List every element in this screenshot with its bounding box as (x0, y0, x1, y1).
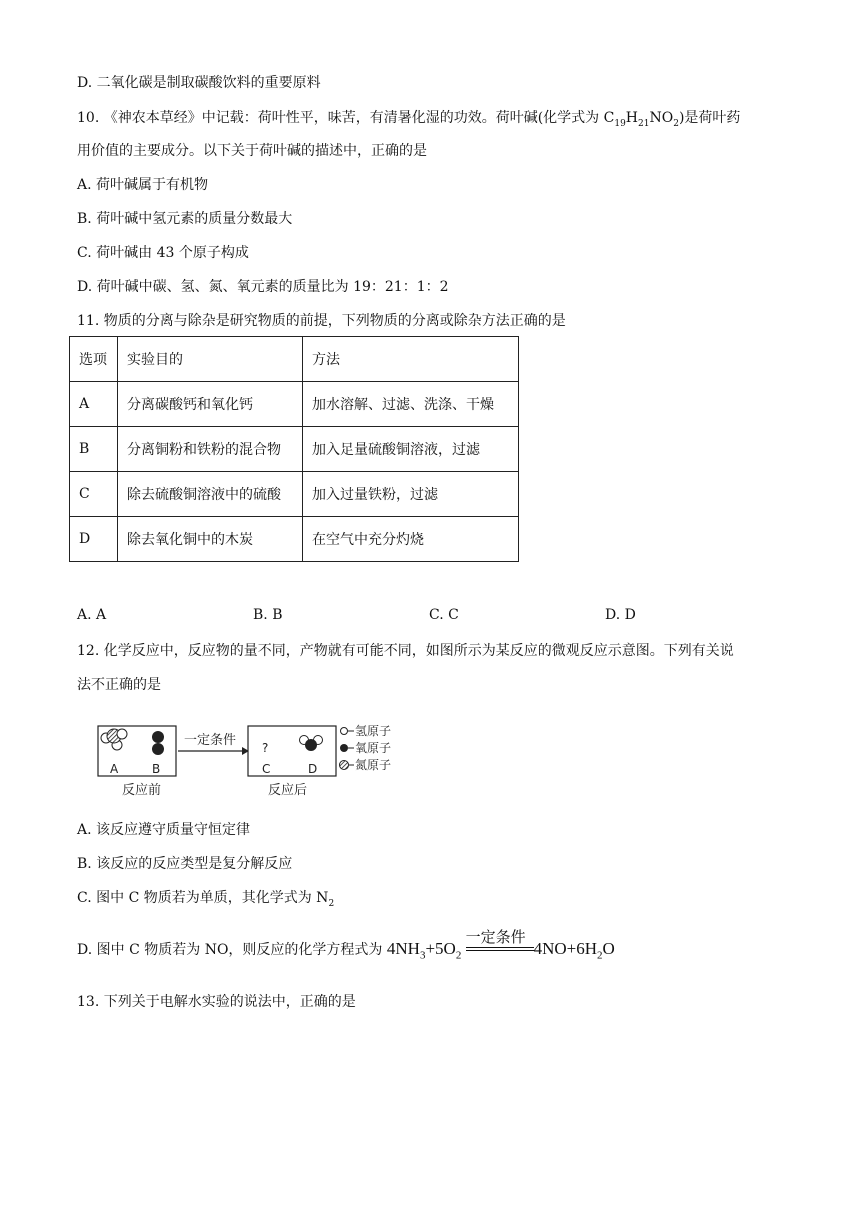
q10-text-3: NO (649, 110, 674, 126)
legend-nitrogen: 氮原子 (355, 758, 392, 772)
table-cell: D (70, 517, 118, 562)
unknown-mark: ? (262, 741, 269, 755)
q10-text-2: H (625, 110, 639, 126)
table-cell: 加入过量铁粉，过滤 (303, 472, 519, 517)
eq-reactant-1: 4NH (386, 939, 420, 958)
q12-option-b: B. 该反应的反应类型是复分解反应 (77, 856, 293, 872)
eq-sub-3: 2 (596, 949, 603, 962)
q10-option-b: B. 荷叶碱中氢元素的质量分数最大 (77, 211, 293, 227)
q12-option-a: A. 该反应遵守质量守恒定律 (77, 822, 251, 838)
q10-sub-3: 2 (673, 118, 679, 129)
eq-sub-2: 2 (455, 949, 462, 962)
eq-reactant-2: +5O (425, 939, 456, 958)
label-c: C (262, 762, 271, 776)
q10-sub-2: 21 (638, 118, 650, 129)
q10-option-d: D. 荷叶碱中碳、氢、氮、氧元素的质量比为 19：21：1：2 (77, 279, 449, 295)
eq-condition-sign (465, 928, 534, 960)
label-a: A (110, 762, 119, 776)
label-b: B (152, 762, 161, 776)
table-cell: 加入足量硫酸铜溶液，过滤 (303, 427, 519, 472)
q12-stem-line2: 法不正确的是 (77, 677, 161, 693)
q11-stem: 11. 物质的分离与除杂是研究物质的前提，下列物质的分离或除杂方法正确的是 (77, 313, 566, 329)
q10-stem (77, 108, 740, 128)
q10-stem-line2: 用价值的主要成分。以下关于荷叶碱的描述中，正确的是 (77, 143, 427, 159)
table-cell: 分离碳酸钙和氧化钙 (118, 382, 303, 427)
table-cell: 除去硫酸铜溶液中的硫酸 (118, 472, 303, 517)
table-cell: 除去氧化铜中的木炭 (118, 517, 303, 562)
q9-option-d: D. 二氧化碳是制取碳酸饮料的重要原料 (77, 75, 321, 91)
reaction-diagram (92, 712, 392, 798)
q10-text-4: )是荷叶药 (678, 110, 741, 126)
table-header-cell: 实验目的 (118, 337, 303, 382)
table-row (70, 427, 519, 472)
q12-option-c-sub: 2 (328, 898, 335, 909)
table-row (70, 472, 519, 517)
table-cell: 加水溶解、过滤、洗涤、干燥 (303, 382, 519, 427)
eq-product-2: O (602, 939, 615, 958)
hydrogen-atom-icon (341, 728, 348, 735)
q12-option-c-text: C. 图中 C 物质若为单质，其化学式为 N (77, 890, 329, 906)
q10-option-c: C. 荷叶碱由 43 个原子构成 (77, 245, 249, 261)
label-d: D (308, 762, 318, 776)
table-header-row (70, 337, 519, 382)
legend-hydrogen: 氢原子 (355, 724, 392, 738)
legend (340, 724, 392, 772)
table-row (70, 382, 519, 427)
caption-before: 反应前 (122, 783, 162, 798)
table-cell: A (70, 382, 118, 427)
chemical-equation (386, 928, 615, 962)
arrow-condition: 一定条件 (184, 733, 237, 748)
q11-answer-c: C. C (429, 607, 459, 623)
table-cell: B (70, 427, 118, 472)
caption-after: 反应后 (268, 783, 308, 798)
q10-option-a: A. 荷叶碱属于有机物 (77, 177, 209, 193)
oxygen-atom-icon (340, 744, 348, 752)
q13-stem: 13. 下列关于电解水实验的说法中，正确的是 (77, 994, 356, 1010)
q11-answer-b: B. B (253, 607, 283, 623)
table-cell: 在空气中充分灼烧 (303, 517, 519, 562)
table-header-cell: 选项 (70, 337, 118, 382)
table-cell: C (70, 472, 118, 517)
legend-oxygen: 氧原子 (355, 741, 392, 755)
table-cell: 分离铜粉和铁粉的混合物 (118, 427, 303, 472)
q11-table (69, 336, 519, 562)
table-row (70, 517, 519, 562)
q10-sub-1: 19 (614, 118, 626, 129)
q11-answer-d: D. D (605, 607, 636, 623)
eq-product-1: 4NO+6H (533, 939, 597, 958)
eq-condition: 一定条件 (465, 928, 526, 947)
q11-answer-a: A. A (77, 607, 107, 623)
table-header-cell: 方法 (303, 337, 519, 382)
q12-stem-line1: 12. 化学反应中，反应物的量不同，产物就有可能不同，如图所示为某反应的微观反应示意图。下列有关说 (77, 643, 734, 659)
q10-text-1: 10. 《神农本草经》中记载：荷叶性平，味苦，有清暑化湿的功效。荷叶碱(化学式为 C (77, 110, 615, 126)
q12-option-c (77, 888, 334, 908)
eq-sub-1: 3 (419, 949, 426, 962)
q12-option-d-text: D. 图中 C 物质若为 NO，则反应的化学方程式为 (77, 942, 383, 958)
q12-option-d (77, 928, 615, 963)
nitrogen-atom-icon (340, 761, 349, 770)
